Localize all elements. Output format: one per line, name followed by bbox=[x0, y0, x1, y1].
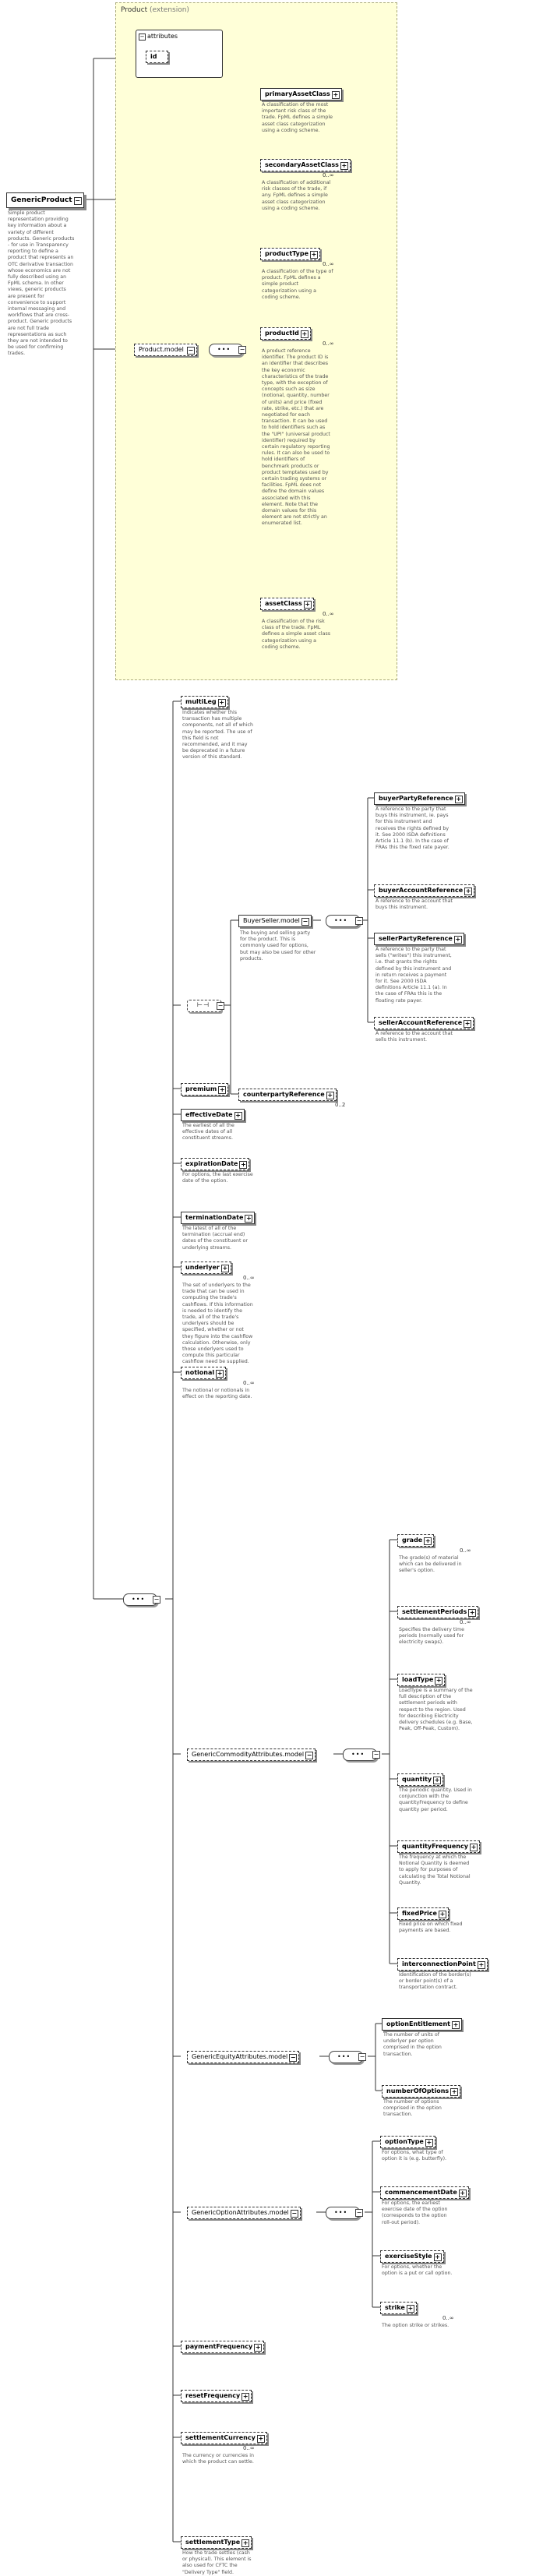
buyerseller-model-label: BuyerSeller.model bbox=[243, 917, 300, 924]
product-model-group[interactable] bbox=[134, 344, 197, 356]
commodity-model-label: GenericCommodityAttributes.model bbox=[192, 1751, 305, 1758]
element-buyerPartyReference[interactable] bbox=[374, 792, 465, 805]
element-label: settlementType bbox=[185, 2539, 241, 2546]
expand-icon[interactable]: + bbox=[453, 2021, 459, 2028]
element-label: effectiveDate bbox=[185, 1111, 233, 1118]
equity-sequence[interactable] bbox=[329, 2051, 363, 2063]
element-commencementDate[interactable] bbox=[380, 2186, 469, 2199]
expand-icon[interactable]: + bbox=[255, 2344, 261, 2351]
expand-icon[interactable]: + bbox=[341, 162, 347, 169]
expand-icon[interactable]: + bbox=[242, 2393, 249, 2400]
element-expirationDate[interactable] bbox=[181, 1158, 249, 1170]
expand-icon[interactable]: + bbox=[465, 887, 471, 895]
expand-icon[interactable]: + bbox=[456, 796, 462, 803]
element-description: A product reference identifier. The product ID is an identifier that describes the key economic characteristics of the trade type, with the exception of concepts such as size (notional, quantity, number of units) and price (fixed rate, strike, etc.) that are negotiated for each transaction. It can be used to hold identifiers such as the "UPI" (universal product identifier) required by certain regulatory reporting rules. It can also be used to hold identifiers of benchmark products or product temptates used by certain trading systems or facilities. FpML does not define the domain values associated with this element. Note that the domain values for this element are not strictly an enumerated list. bbox=[262, 348, 330, 527]
expand-icon[interactable]: + bbox=[460, 2190, 466, 2197]
element-underlyer[interactable] bbox=[181, 1262, 231, 1274]
element-label: grade bbox=[402, 1537, 423, 1544]
expand-icon[interactable]: + bbox=[242, 2539, 249, 2546]
element-grade[interactable] bbox=[397, 1534, 434, 1547]
expand-icon[interactable]: + bbox=[451, 2088, 457, 2095]
element-label: quantity bbox=[402, 1776, 432, 1783]
element-label: paymentFrequency bbox=[185, 2343, 253, 2350]
expand-icon[interactable]: + bbox=[407, 2305, 414, 2312]
element-label: primaryAssetClass bbox=[265, 90, 330, 97]
element-label: optionType bbox=[385, 2138, 424, 2145]
element-description: How the trade settles (cash or physical). This element is also used for CFTC the "Delivery Type" field. bbox=[182, 2550, 252, 2575]
collapse-icon[interactable]: − bbox=[359, 2053, 365, 2060]
element-description: The set of underlyers to the trade that can be used in computing the trade's cashflows. If this information is needed to identify the trade, all of the trade's underlyers should be specified, whether or not they figure into the cashflow calculation. Otherwise, only those underlyers used to compute this particular cashflow need be supplied. bbox=[182, 1283, 253, 1365]
sequence-icon: ••• bbox=[351, 1751, 365, 1758]
option-model-label: GenericOptionAttributes.model bbox=[192, 2209, 289, 2216]
element-numberOfOptions[interactable] bbox=[382, 2085, 460, 2098]
product-extension-panel bbox=[115, 2, 397, 680]
element-description: For options, whether the option is a put or call option. bbox=[382, 2264, 453, 2277]
element-label: quantityFrequency bbox=[402, 1843, 468, 1850]
expand-icon[interactable]: + bbox=[434, 1777, 440, 1784]
element-productType[interactable] bbox=[260, 248, 320, 260]
element-description: A reference to the party that buys this instrument, ie. pays for this instrument and receives the rights defined by it. See 2000 ISDA definitions Article 11.1 (b). In the case of FRAs this the fixed rate payer. bbox=[375, 806, 450, 851]
attribute-id-label: id bbox=[150, 53, 157, 60]
element-assetClass[interactable] bbox=[260, 598, 314, 610]
element-quantityFrequency[interactable] bbox=[397, 1840, 480, 1853]
element-label: buyerAccountReference bbox=[379, 887, 464, 894]
collapse-icon[interactable]: − bbox=[188, 347, 194, 354]
element-multiplicity: 0..∞ bbox=[243, 1380, 255, 1386]
element-interconnectionPoint[interactable] bbox=[397, 1958, 488, 1971]
element-description: The currency or currencies in which the product can settle. bbox=[182, 2453, 254, 2465]
element-description: The number of units of underlyer per option comprised in the option transaction. bbox=[383, 2032, 442, 2057]
counterparty-reference[interactable] bbox=[238, 1089, 337, 1101]
element-description: The number of options comprised in the option transaction. bbox=[383, 2099, 442, 2118]
sequence-compositor[interactable] bbox=[209, 344, 243, 356]
element-multiplicity: 0..∞ bbox=[243, 2445, 255, 2451]
element-paymentFrequency[interactable] bbox=[181, 2341, 264, 2353]
element-optionType[interactable] bbox=[380, 2136, 435, 2148]
collapse-icon[interactable]: − bbox=[373, 1751, 379, 1758]
collapse-icon[interactable]: − bbox=[217, 1002, 224, 1009]
element-description: The latest of all of the termination (accrual end) dates of the constituent or underlying streams. bbox=[182, 1226, 248, 1251]
expand-icon[interactable]: + bbox=[327, 1092, 333, 1099]
element-label: productType bbox=[265, 250, 309, 257]
element-multiplicity: 0..∞ bbox=[323, 341, 334, 347]
expand-icon[interactable]: + bbox=[219, 699, 224, 706]
element-settlementCurrency[interactable] bbox=[181, 2432, 267, 2444]
expand-icon[interactable]: + bbox=[478, 1961, 485, 1968]
root-element-label: GenericProduct bbox=[11, 196, 72, 204]
expand-icon[interactable]: + bbox=[425, 1537, 431, 1544]
commodity-model-group[interactable] bbox=[187, 1749, 316, 1761]
element-description: The option strike or strikes. bbox=[382, 2323, 450, 2328]
element-multiplicity: 0..∞ bbox=[323, 261, 334, 267]
product-model-label: Product.model bbox=[139, 346, 184, 353]
equity-model-label: GenericEquityAttributes.model bbox=[192, 2053, 288, 2060]
element-label: expirationDate bbox=[185, 1160, 238, 1167]
root-description: Simple product representation providing key information about a variety of different products. Generic products - for use in Transparency reporting to define a product that represents an OTC derivative transaction whose economics are not fully described using an FpML schema. In other views, generic products are present for convenience to support internal messaging and workflows that are cross-product. Generic products are not full trade representations as such they are not intended to be used for confirming trades. bbox=[8, 210, 75, 357]
element-description: The grade(s) of material which can be delivered in seller's option. bbox=[399, 1555, 462, 1574]
expand-icon[interactable]: + bbox=[246, 1215, 252, 1222]
expand-icon[interactable]: + bbox=[439, 1911, 446, 1918]
element-label: exerciseStyle bbox=[385, 2253, 432, 2260]
counterparty-multiplicity: 0..2 bbox=[335, 1102, 346, 1108]
expand-icon[interactable]: + bbox=[222, 1265, 228, 1272]
option-sequence[interactable] bbox=[326, 2207, 360, 2219]
element-label: commencementDate bbox=[385, 2189, 457, 2196]
element-label: optionEntitlement bbox=[386, 2020, 450, 2027]
sequence-icon: ••• bbox=[217, 346, 231, 353]
element-exerciseStyle[interactable] bbox=[380, 2250, 444, 2263]
commodity-sequence[interactable] bbox=[343, 1749, 377, 1761]
element-description: A reference to the account that buys this instrument. bbox=[375, 898, 453, 911]
element-premium[interactable] bbox=[181, 1083, 228, 1096]
element-productId[interactable] bbox=[260, 327, 311, 340]
element-label: secondaryAssetClass bbox=[265, 161, 339, 168]
expand-icon[interactable]: + bbox=[217, 1370, 223, 1377]
element-description: For options, what type of option it is (e.g. butterfly). bbox=[382, 2150, 447, 2162]
extension-title-label: Product bbox=[121, 6, 148, 14]
element-resetFrequency[interactable] bbox=[181, 2390, 252, 2402]
element-label: sellerPartyReference bbox=[379, 935, 453, 942]
sequence-icon: ••• bbox=[334, 917, 348, 924]
expand-icon[interactable]: + bbox=[464, 1020, 471, 1027]
element-description: The frequency at which the Notional Quantity is deemed to apply for purposes of calculating the Total Notional Quantity. bbox=[399, 1854, 471, 1886]
element-notional[interactable] bbox=[181, 1367, 226, 1379]
element-effectiveDate[interactable] bbox=[181, 1109, 245, 1121]
element-primaryAssetClass[interactable] bbox=[260, 88, 342, 101]
attributes-label: attributes bbox=[147, 33, 178, 40]
element-multiplicity: 0..∞ bbox=[460, 1619, 471, 1625]
element-description: Identification of the border(s) or border point(s) of a transportation contract. bbox=[399, 1972, 471, 1991]
expand-icon[interactable]: + bbox=[333, 91, 339, 98]
collapse-icon[interactable]: − bbox=[306, 1752, 312, 1759]
element-multiplicity: 0..∞ bbox=[323, 172, 334, 178]
choice-icon: ⊢⊣ bbox=[197, 1001, 210, 1008]
element-label: fixedPrice bbox=[402, 1910, 437, 1917]
element-optionEntitlement[interactable] bbox=[382, 2018, 462, 2031]
choice-compositor[interactable] bbox=[187, 1000, 224, 1012]
element-multiplicity: 0..∞ bbox=[460, 1547, 471, 1554]
element-fixedPrice[interactable] bbox=[397, 1907, 449, 1920]
counterparty-reference-label: counterpartyReference bbox=[243, 1091, 325, 1098]
expand-icon[interactable]: + bbox=[241, 1161, 246, 1168]
element-label: interconnectionPoint bbox=[402, 1960, 476, 1967]
expand-icon[interactable]: + bbox=[235, 1112, 241, 1119]
extension-title bbox=[121, 6, 189, 14]
element-description: Fixed price on which fixed payments are based. bbox=[399, 1921, 463, 1934]
element-label: settlementPeriods bbox=[402, 1608, 467, 1615]
element-loadType[interactable] bbox=[397, 1674, 445, 1686]
sequence-icon: ••• bbox=[334, 2209, 348, 2216]
collapse-icon[interactable]: − bbox=[291, 2210, 298, 2217]
attribute-id[interactable] bbox=[146, 51, 168, 63]
expand-icon[interactable]: + bbox=[301, 330, 308, 337]
element-description: A classification of the type of product. FpML defines a simple product categorization using a coding scheme. bbox=[262, 269, 333, 300]
element-label: settlementCurrency bbox=[185, 2434, 256, 2441]
element-description: Specifies the delivery time periods (normally used for electricity swaps). bbox=[399, 1627, 465, 1646]
collapse-icon[interactable]: − bbox=[290, 2054, 296, 2061]
element-quantity[interactable] bbox=[397, 1773, 443, 1786]
element-description: A classification of additional risk classes of the trade, if any. FpML defines a simple asset class categorization using a coding scheme. bbox=[262, 180, 331, 211]
sequence-icon: ••• bbox=[337, 2053, 351, 2060]
element-label: notional bbox=[185, 1369, 215, 1376]
element-settlementPeriods[interactable] bbox=[397, 1606, 478, 1618]
element-label: productId bbox=[265, 330, 299, 337]
buyerseller-sequence[interactable] bbox=[326, 915, 360, 927]
buyerseller-description: The buying and selling party for the product. This is commonly used for options, but may also be used for other products. bbox=[240, 930, 316, 962]
expand-icon[interactable]: + bbox=[435, 2253, 440, 2260]
element-label: strike bbox=[385, 2304, 405, 2311]
element-description: The periodic quantity. Used in conjunction with the quantityFrequency to define quantity per period. bbox=[399, 1787, 472, 1812]
element-description: LoadType is a summary of the full description of the settlement periods with respect to the region. Used for describing Electricity delivery schedules (e.g. Base, Peak, Off-Peak, Custom). bbox=[399, 1688, 473, 1732]
element-buyerAccountReference[interactable] bbox=[374, 884, 474, 897]
expand-icon[interactable]: + bbox=[258, 2435, 264, 2442]
main-sequence[interactable] bbox=[123, 1593, 160, 1606]
element-secondaryAssetClass[interactable] bbox=[260, 159, 351, 171]
element-label: numberOfOptions bbox=[386, 2087, 450, 2094]
expand-icon[interactable]: + bbox=[426, 2139, 432, 2146]
collapse-icon[interactable]: − bbox=[302, 918, 308, 925]
expand-icon[interactable]: + bbox=[469, 1609, 475, 1616]
element-description: A classification of the risk class of the trade. FpML defines a simple asset class categorization using a coding scheme. bbox=[262, 619, 331, 650]
collapse-icon[interactable]: − bbox=[75, 197, 80, 204]
element-description: A classification of the most important risk class of the trade. FpML defines a simple asset class categorization using a coding scheme. bbox=[262, 102, 333, 133]
element-description: For options, the earliest exercise date of the option (corresponds to the option roll-out period). bbox=[382, 2200, 448, 2225]
sequence-icon: ••• bbox=[132, 1596, 146, 1603]
expand-icon[interactable]: + bbox=[219, 1086, 225, 1093]
element-settlementType[interactable] bbox=[181, 2536, 252, 2549]
element-strike[interactable] bbox=[380, 2302, 417, 2314]
element-label: premium bbox=[185, 1085, 217, 1092]
element-label: resetFrequency bbox=[185, 2392, 241, 2399]
collapse-icon[interactable]: − bbox=[153, 1596, 160, 1603]
element-label: terminationDate bbox=[185, 1214, 244, 1221]
element-description: A reference to the party that sells ("writes") this instrument, i.e. that grants the rights defined by this instrument and in return receives a payment for it. See 2000 ISDA definitions Article 11.1 (a). In the case of FRAs this is the floating rate payer. bbox=[375, 947, 452, 1004]
element-label: sellerAccountReference bbox=[379, 1019, 463, 1026]
expand-icon[interactable]: + bbox=[435, 1677, 442, 1684]
collapse-icon[interactable]: − bbox=[356, 917, 362, 924]
element-description: For options, the last exercise date of the option. bbox=[182, 1172, 253, 1184]
option-model-group[interactable] bbox=[187, 2207, 301, 2219]
element-multiLeg[interactable] bbox=[181, 696, 228, 708]
element-sellerAccountReference[interactable] bbox=[374, 1017, 474, 1029]
element-description: The notional or notionals in effect on the reporting date. bbox=[182, 1388, 252, 1400]
expand-icon[interactable]: + bbox=[305, 601, 311, 608]
element-multiplicity: 0..∞ bbox=[243, 1275, 255, 1281]
collapse-icon[interactable]: − bbox=[239, 346, 245, 353]
element-description: Indicates whether this transaction has multiple components, not all of which may be reported. The use of this field is not recommended, and it may be deprecated in a future version of this standard. bbox=[182, 710, 253, 760]
element-label: loadType bbox=[402, 1676, 434, 1683]
collapse-icon[interactable]: − bbox=[356, 2209, 362, 2216]
element-label: buyerPartyReference bbox=[379, 795, 453, 802]
buyerseller-model-group[interactable] bbox=[238, 915, 312, 927]
element-terminationDate[interactable] bbox=[181, 1212, 255, 1224]
extension-qualifier: (extension) bbox=[150, 6, 189, 14]
expand-icon[interactable]: + bbox=[471, 1844, 477, 1851]
element-description: A reference to the account that sells this instrument. bbox=[375, 1031, 453, 1043]
element-label: multiLeg bbox=[185, 698, 217, 705]
element-label: underlyer bbox=[185, 1264, 220, 1271]
element-multiplicity: 0..∞ bbox=[442, 2315, 454, 2321]
element-description: The earliest of all the effective dates of all constituent streams. bbox=[182, 1123, 234, 1142]
element-label: assetClass bbox=[265, 600, 302, 607]
collapse-icon[interactable]: − bbox=[139, 34, 145, 40]
element-sellerPartyReference[interactable] bbox=[374, 933, 464, 945]
equity-model-group[interactable] bbox=[187, 2051, 299, 2063]
expand-icon[interactable]: + bbox=[455, 936, 461, 943]
expand-icon[interactable]: + bbox=[311, 251, 317, 258]
root-element[interactable] bbox=[6, 192, 84, 208]
element-multiplicity: 0..∞ bbox=[323, 611, 334, 617]
attributes-group[interactable] bbox=[136, 30, 223, 78]
